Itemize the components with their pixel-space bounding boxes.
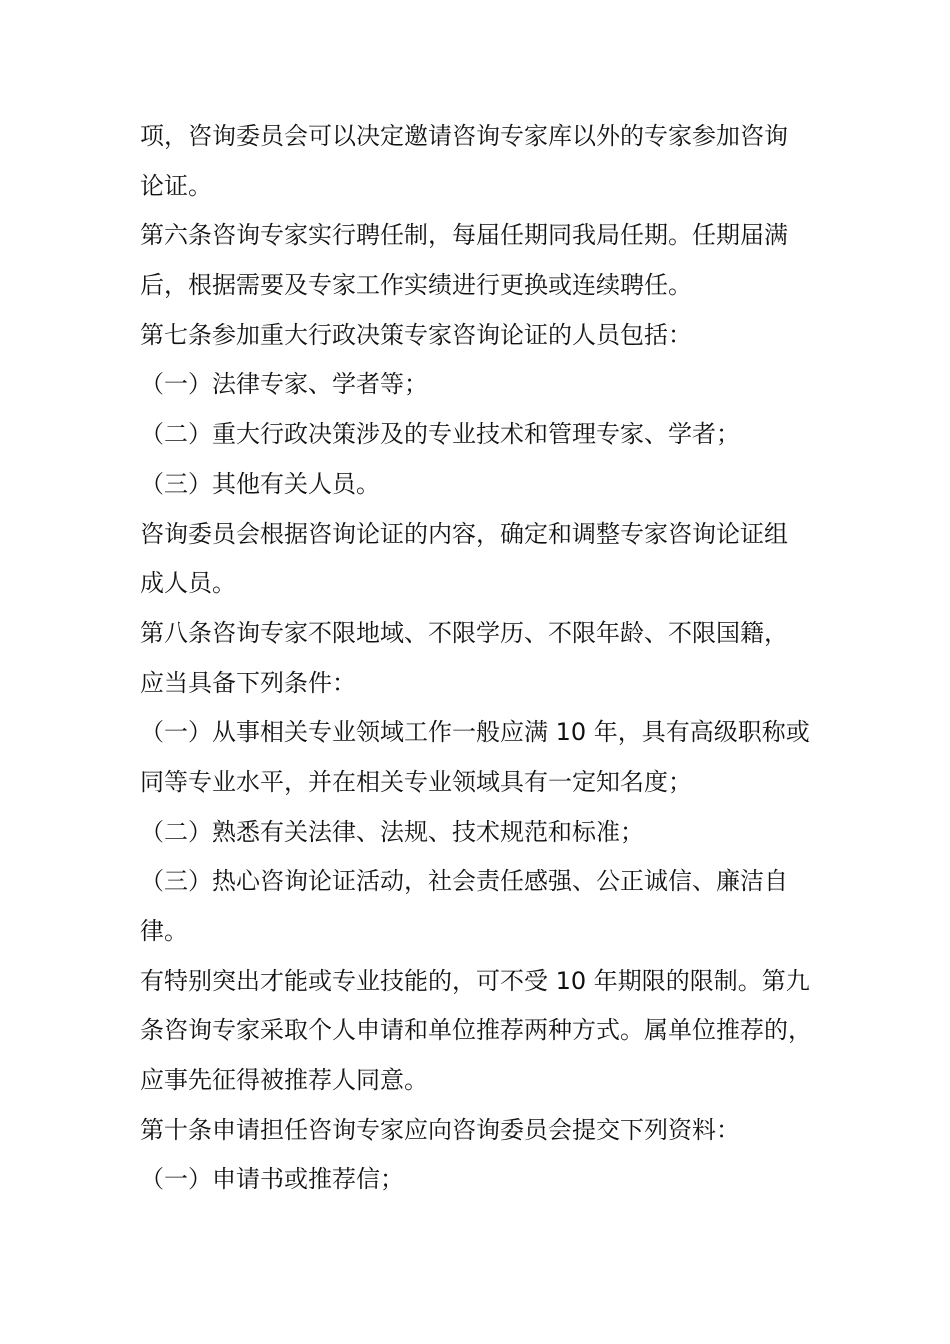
text-line: （三）其他有关人员。 (140, 469, 380, 498)
text-line: 第十条申请担任咨询专家应向咨询委员会提交下列资料： (140, 1115, 740, 1144)
text-line: 律。 (140, 917, 188, 945)
document-body (140, 112, 812, 1205)
text-line: 成人员。 (140, 569, 236, 598)
text-line: （三）热心咨询论证活动，社会责任感强、公正诚信、廉洁自 (140, 867, 788, 896)
text-line: 应当具备下列条件： (140, 668, 356, 697)
text-line: （一）从事相关专业领域工作一般应满 10 年，具有高级职称或 (140, 718, 810, 747)
text-line: 论证。 (140, 171, 212, 200)
text-line: 应事先征得被推荐人同意。 (140, 1066, 428, 1095)
text-line: 同等专业水平，并在相关专业领域具有一定知名度； (140, 767, 692, 796)
text-line: 有特别突出才能或专业技能的，可不受 10 年期限的限制。第九 (140, 966, 810, 995)
text-line: 后，根据需要及专家工作实绩进行更换或连续聘任。 (140, 271, 692, 300)
text-line: （一）申请书或推荐信； (140, 1165, 404, 1194)
text-line: 第七条参加重大行政决策专家咨询论证的人员包括： (140, 320, 692, 349)
text-line: 条咨询专家采取个人申请和单位推荐两种方式。属单位推荐的， (140, 1016, 812, 1045)
text-line: （二）熟悉有关法律、法规、技术规范和标准； (140, 817, 644, 846)
text-line: 项，咨询委员会可以决定邀请咨询专家库以外的专家参加咨询 (140, 122, 788, 150)
text-line: （一）法律专家、学者等； (140, 370, 428, 399)
text-line: 第六条咨询专家实行聘任制，每届任期同我局任期。任期届满 (140, 221, 788, 250)
text-line: （二）重大行政决策涉及的专业技术和管理专家、学者； (140, 420, 740, 449)
text-line: 咨询委员会根据咨询论证的内容，确定和调整专家咨询论证组 (140, 519, 788, 548)
text-line: 第八条咨询专家不限地域、不限学历、不限年龄、不限国籍， (140, 618, 788, 647)
